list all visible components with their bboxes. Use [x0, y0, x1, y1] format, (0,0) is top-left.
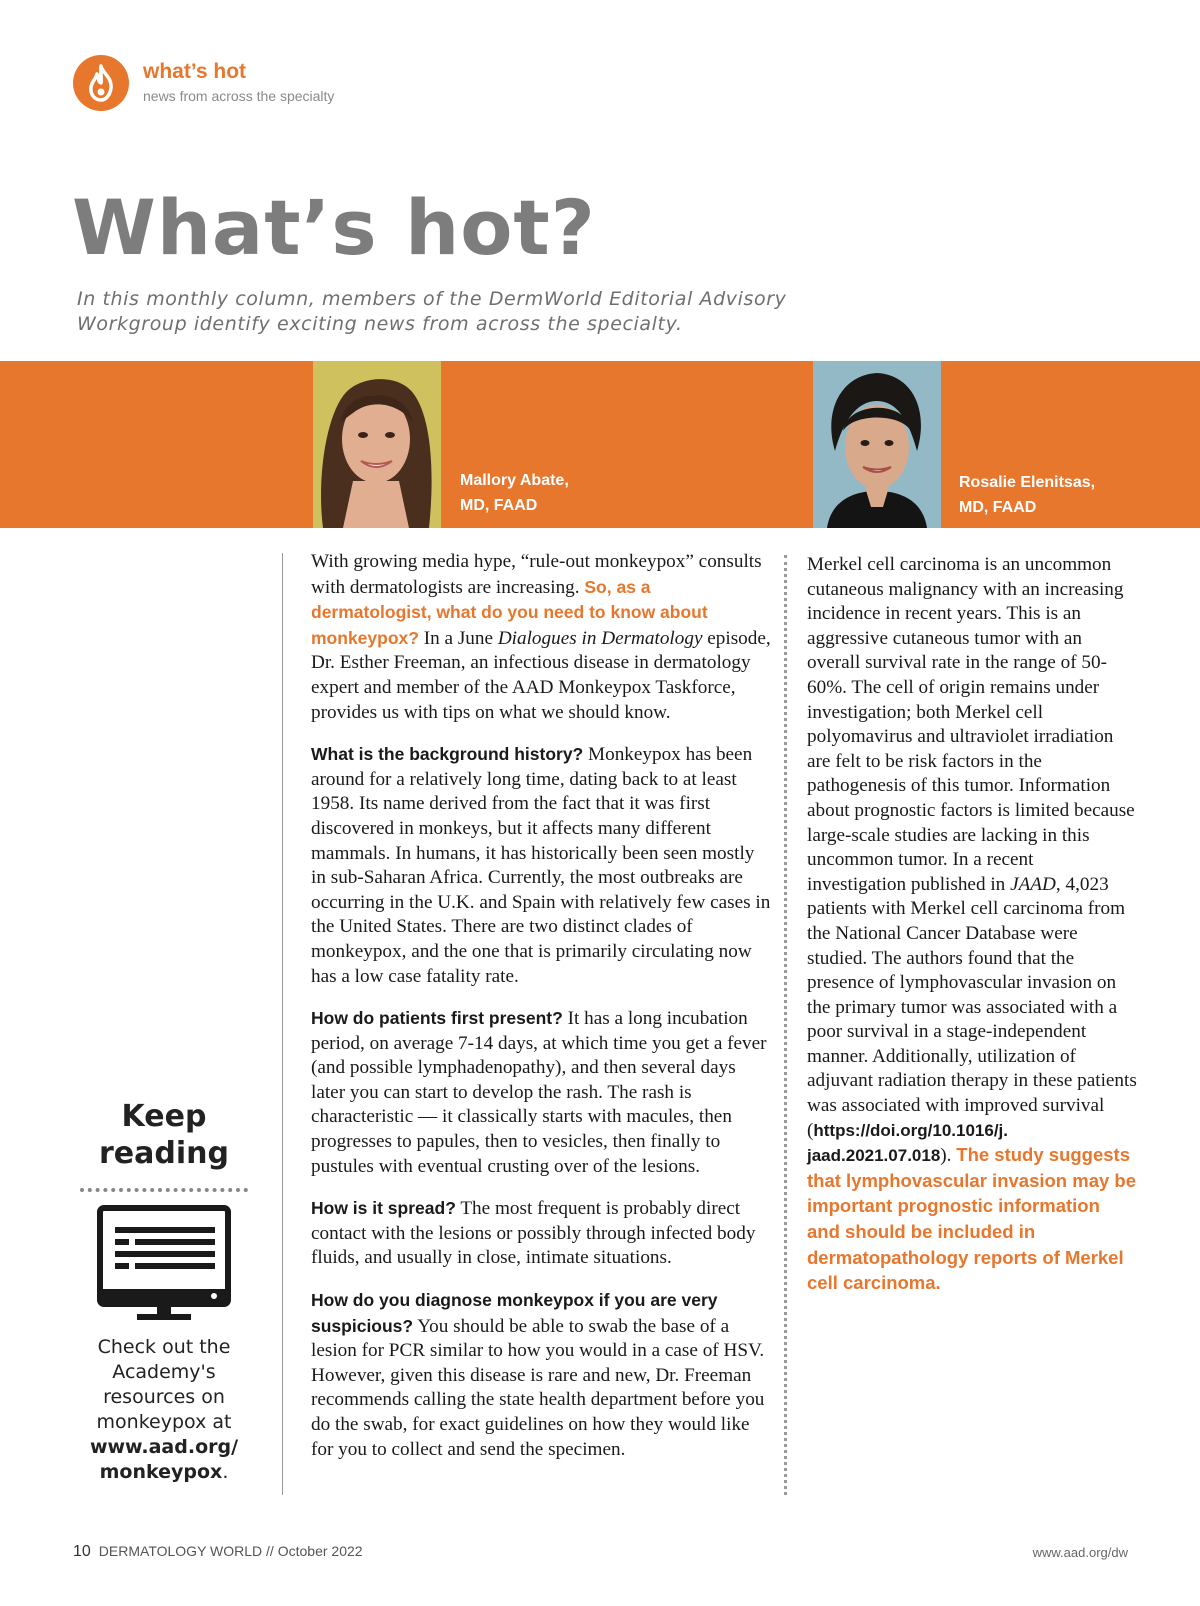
flame-badge: [73, 55, 129, 111]
author-photo-elenitsas: [813, 361, 941, 528]
intro-text: In this monthly column, members of the DermWorld Editorial Advisory Workgroup identify exciting news from across the specialty.: [77, 288, 787, 335]
page-number: 10: [73, 1543, 91, 1560]
article-paragraph: How do you diagnose monkeypox if you are very suspicious? You should be able to swab the base of a lesion for PCR similar to how you would in a case of HSV. However, given this disease is rare and new, Dr. Freeman recommends calling the state health department before you do the swab, for exact guidelines on how they would like for you to collect and send the specimen.: [311, 1290, 765, 1460]
article-paragraph: With growing media hype, “rule-out monkeypox” consults with dermatologists are increasing. So, as a dermatologist, what do you need to know about monkeypox? In a June Dialogues in Dermatology episode, Dr. Esther Freeman, an infectious disease in dermatology expert and member of the AAD Monkeypox Taskforce, provides us with tips on what we should know.: [311, 551, 771, 723]
footer-left: [73, 1543, 363, 1561]
question-heading: What is the background history?: [311, 744, 584, 765]
monkeypox-article: [311, 550, 773, 1479]
merkel-article: [807, 553, 1137, 1297]
keep-reading-heading: Keep reading: [99, 1099, 229, 1171]
highlight-conclusion: The study suggests that lymphovascular invasion may be important prognostic information and should be included in dermatopathology reports of Merkel cell carcinoma.: [807, 1144, 1136, 1294]
flame-icon: [87, 64, 115, 102]
article-paragraph: How is it spread? The most frequent is probably direct contact with the lesions or possibly through infected body fluids, and usually in close, intimate situations.: [311, 1198, 756, 1269]
doi-link[interactable]: https://doi.org/10.1016/j. jaad.2021.07.018: [807, 1120, 1008, 1166]
article-paragraph: Merkel cell carcinoma is an uncommon cutaneous malignancy with an increasing incidence in recent years. This is an aggressive cutaneous tumor with an overall survival rate in the range of 50-60%. The cell of origin remains under investigation; both Merkel cell polyomavirus and ultraviolet irradiation are felt to be risk factors in the pathogenesis of this tumor. Information about prognostic factors is limited because large-scale studies are lacking in this uncommon tumor. In a recent investigation published in JAAD, 4,023 patients with Merkel cell carcinoma from the National Cancer Database were studied. The authors found that the presence of lymphovascular invasion on the primary tumor was associated with a poor survival in a stage-independent manner. Additionally, utilization of adjuvant radiation therapy in these patients was associated with improved survival (https://doi.org/10.1016/j. jaad.2021.07.018). The study suggests that lymphovascular invasion may be important prognostic information and should be included in dermatopathology reports of Merkel cell carcinoma.: [807, 554, 1137, 1294]
sidebar-note: Check out the Academy's resources on monkeypox at www.aad.org/ monkeypox.: [89, 1336, 239, 1483]
section-subtitle: news from across the specialty: [143, 88, 335, 104]
column-dotted-rule: [784, 555, 787, 1495]
column-rule: [282, 553, 283, 1495]
article-paragraph: What is the background history? Monkeypox has been around for a relatively long time, dating back to at least 1958. Its name derived from the fact that it was first discovered in monkeys, but it affects many different mammals. In humans, it has historically been seen mostly in sub-Saharan Africa. Currently, the most outbreaks are occurring in the U.K. and Spain with relatively few cases in the United States. There are two distinct clades of monkeypox, and the one that is primarily circulating now has a low case fatality rate.: [311, 744, 771, 987]
footer-url[interactable]: www.aad.org/dw: [1032, 1545, 1128, 1560]
author-photo-abate: [313, 361, 441, 528]
sidebar-divider: [80, 1188, 248, 1192]
question-heading: How do patients first present?: [311, 1008, 563, 1029]
author-name-abate: Mallory Abate, MD, FAAD: [460, 472, 569, 514]
lead-question: So, as a dermatologist, what do you need to know about monkeypox?: [311, 576, 708, 648]
question-heading: How do you diagnose monkeypox if you are very suspicious?: [311, 1290, 718, 1336]
monkeypox-link[interactable]: www.aad.org/ monkeypox: [89, 1436, 239, 1483]
monitor-icon: [97, 1205, 231, 1328]
publication-info: DERMATOLOGY WORLD // October 2022: [98, 1543, 363, 1559]
question-heading: How is it spread?: [311, 1198, 456, 1219]
page-title: What’s hot?: [72, 183, 596, 272]
article-paragraph: How do patients first present? It has a long incubation period, on average 7-14 days, at which time you get a fever (and possible lymphadenopathy), and then several days later you can start to develop the rash. The rash is characteristic — it classically starts with macules, then progresses to papules, then to vesicles, then finally to pustules with eventual crusting over of the lesions.: [311, 1008, 767, 1177]
author-name-elenitsas: Rosalie Elenitsas, MD, FAAD: [959, 474, 1096, 516]
section-label: what’s hot: [143, 60, 247, 83]
